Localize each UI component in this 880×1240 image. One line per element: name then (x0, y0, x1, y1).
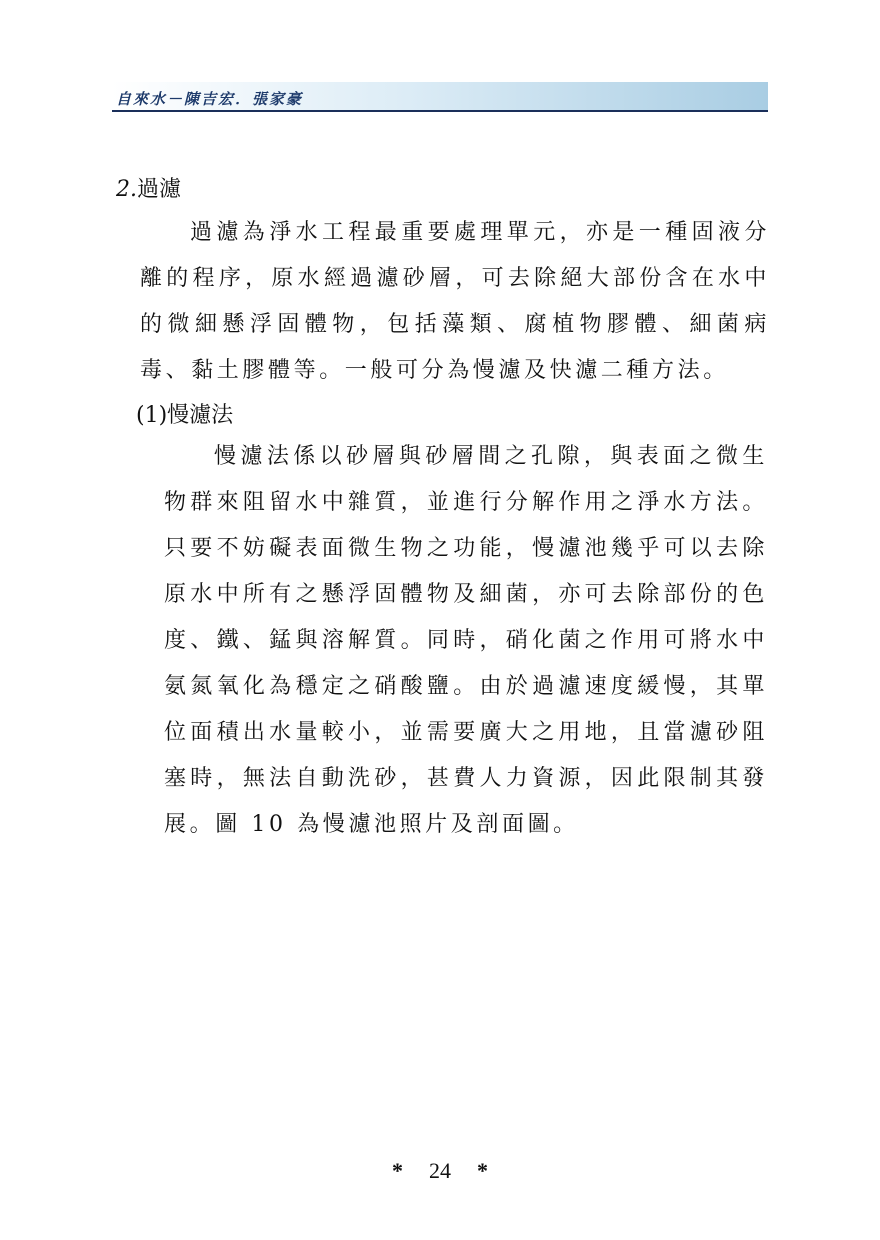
paragraph-filtration: 過濾為淨水工程最重要處理單元，亦是一種固液分離的程序，原水經過濾砂層，可去除絕大部份含在水中的微細懸浮固體物，包括藻類、腐植物膠體、細菌病毒、黏土膠體等。一般可分為慢濾及快濾二種方法。 (140, 220, 770, 383)
footer-star-right: * (477, 1158, 488, 1183)
page-footer (0, 1158, 880, 1184)
paragraph-slow-filtration: 慢濾法係以砂層與砂層間之孔隙，與表面之微生物群來阻留水中雜質，並進行分解作用之淨水方法。只要不妨礙表面微生物之功能，慢濾池幾乎可以去除原水中所有之懸浮固體物及細菌，亦可去除部份的色度、鐵、錳與溶解質。同時，硝化菌之作用可將水中氨氮氧化為穩定之硝酸鹽。由於過濾速度緩慢，其單位面積出水量較小，並需要廣大之用地，且當濾砂阻塞時，無法自動洗砂，甚費人力資源，因此限制其發展。圖 10 為慢濾池照片及剖面圖。 (164, 444, 768, 837)
page-number: 24 (429, 1158, 451, 1183)
section-heading (116, 172, 181, 203)
running-header: 自來水－陳吉宏．張家豪 (116, 90, 304, 108)
subsection-heading: (1)慢濾法 (136, 403, 234, 428)
section-number: 2. (116, 177, 137, 202)
section-title: 過濾 (137, 177, 182, 202)
footer-star-left: * (392, 1158, 403, 1183)
